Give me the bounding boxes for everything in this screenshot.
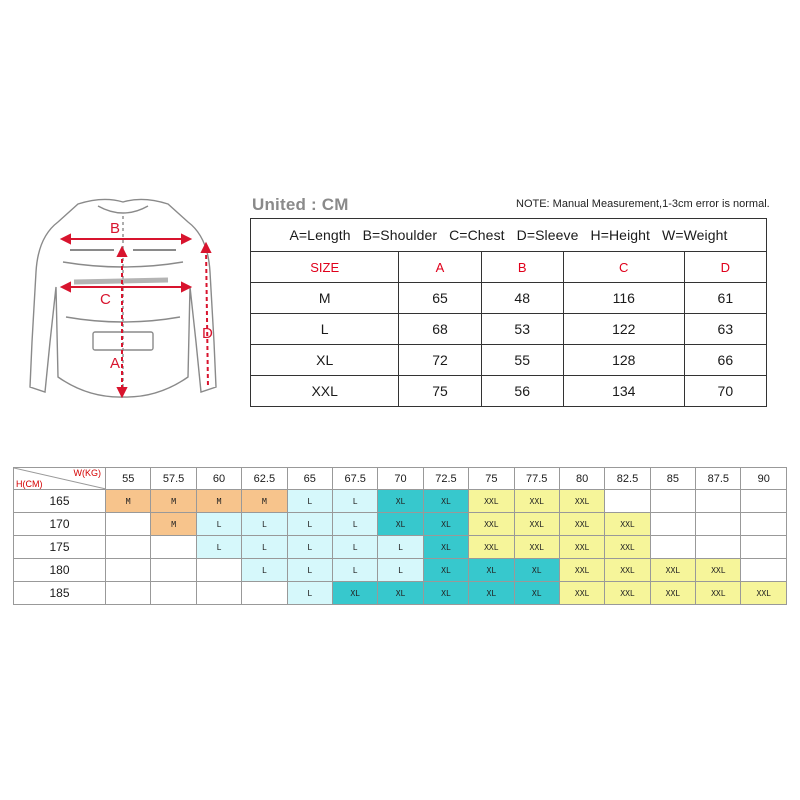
height-axis-label: H(CM) <box>16 479 43 489</box>
header-cell: SIZE <box>251 252 399 283</box>
size-cell: XL <box>514 559 559 582</box>
size-cell: XL <box>423 582 468 605</box>
weight-header-cell: 85 <box>650 468 695 490</box>
weight-header-cell: 55 <box>106 468 151 490</box>
weight-axis-label: W(KG) <box>73 468 102 478</box>
table-cell: 55 <box>481 345 563 376</box>
size-label: XL <box>251 345 399 376</box>
size-cell <box>151 559 196 582</box>
size-cell: L <box>287 536 332 559</box>
weight-header-cell: 75 <box>469 468 514 490</box>
size-cell <box>106 582 151 605</box>
size-cell: L <box>287 582 332 605</box>
weight-header-cell: 67.5 <box>332 468 377 490</box>
size-cell <box>650 490 695 513</box>
height-cell: 180 <box>14 559 106 582</box>
size-cell <box>151 582 196 605</box>
weight-header-cell: 62.5 <box>242 468 287 490</box>
size-cell <box>106 559 151 582</box>
size-cell: XL <box>378 490 423 513</box>
size-cell: L <box>287 513 332 536</box>
weight-header-cell: 77.5 <box>514 468 559 490</box>
size-cell: XXL <box>650 559 695 582</box>
corner-cell <box>14 468 106 490</box>
size-cell: XXL <box>469 490 514 513</box>
table-cell: 134 <box>563 376 684 407</box>
weight-header-cell: 80 <box>559 468 604 490</box>
size-cell <box>151 536 196 559</box>
size-cell: XL <box>514 582 559 605</box>
size-cell: XL <box>423 513 468 536</box>
size-cell: XL <box>378 513 423 536</box>
size-label: L <box>251 314 399 345</box>
height-cell: 170 <box>14 513 106 536</box>
size-cell: M <box>151 513 196 536</box>
size-cell <box>106 513 151 536</box>
table-cell: 66 <box>684 345 766 376</box>
table-cell: 72 <box>399 345 481 376</box>
size-cell: XXL <box>469 513 514 536</box>
height-row <box>14 513 787 536</box>
size-table-header <box>251 252 767 283</box>
size-cell <box>696 513 741 536</box>
height-row <box>14 490 787 513</box>
height-cell: 175 <box>14 536 106 559</box>
size-cell: XL <box>423 536 468 559</box>
size-cell: XXL <box>741 582 787 605</box>
size-cell: L <box>287 490 332 513</box>
size-cell: M <box>151 490 196 513</box>
size-cell: L <box>378 559 423 582</box>
size-cell: L <box>378 536 423 559</box>
size-cell <box>696 536 741 559</box>
weight-header-cell: 82.5 <box>605 468 650 490</box>
size-cell: XL <box>423 490 468 513</box>
height-cell: 165 <box>14 490 106 513</box>
size-cell: L <box>332 559 377 582</box>
size-cell: XXL <box>605 582 650 605</box>
table-row <box>251 345 767 376</box>
weight-header-cell: 65 <box>287 468 332 490</box>
table-row <box>251 376 767 407</box>
size-cell: XXL <box>696 582 741 605</box>
size-cell: XL <box>378 582 423 605</box>
header-cell: C <box>563 252 684 283</box>
table-cell: 48 <box>481 283 563 314</box>
table-row <box>251 314 767 345</box>
size-label: XXL <box>251 376 399 407</box>
size-cell <box>106 536 151 559</box>
height-row <box>14 582 787 605</box>
size-cell: L <box>242 559 287 582</box>
table-row <box>251 283 767 314</box>
table-cell: 56 <box>481 376 563 407</box>
size-cell <box>741 536 787 559</box>
size-cell <box>741 559 787 582</box>
weight-header-cell: 60 <box>196 468 241 490</box>
size-label: M <box>251 283 399 314</box>
size-cell: XXL <box>514 490 559 513</box>
weight-header-cell: 57.5 <box>151 468 196 490</box>
weight-header-cell: 72.5 <box>423 468 468 490</box>
weight-header-row <box>14 468 787 490</box>
size-cell: L <box>287 559 332 582</box>
size-cell <box>196 559 241 582</box>
size-cell: L <box>196 513 241 536</box>
table-cell: 61 <box>684 283 766 314</box>
label-a: A <box>110 355 121 372</box>
size-cell: M <box>196 490 241 513</box>
weight-header-cell: 87.5 <box>696 468 741 490</box>
size-cell: XXL <box>559 536 604 559</box>
label-b: B <box>110 220 121 237</box>
table-cell: 128 <box>563 345 684 376</box>
label-c: C <box>100 291 111 308</box>
weight-header-cell: 70 <box>378 468 423 490</box>
units-title: United : CM <box>252 195 349 214</box>
size-cell: XXL <box>469 536 514 559</box>
size-cell: XL <box>423 559 468 582</box>
table-cell: 75 <box>399 376 481 407</box>
measurement-note: NOTE: Manual Measurement,1-3cm error is normal. <box>516 198 770 210</box>
table-cell: 53 <box>481 314 563 345</box>
size-cell: XXL <box>514 536 559 559</box>
table-cell: 116 <box>563 283 684 314</box>
size-cell <box>696 490 741 513</box>
header-cell: B <box>481 252 563 283</box>
size-chart-table <box>13 467 787 605</box>
size-cell <box>650 536 695 559</box>
size-cell: M <box>242 490 287 513</box>
size-cell: L <box>242 513 287 536</box>
legend-text: A=Length B=Shoulder C=Chest D=Sleeve H=Height W=Weight <box>251 219 767 252</box>
size-cell: XXL <box>559 513 604 536</box>
size-table <box>250 218 767 407</box>
size-cell <box>741 490 787 513</box>
height-row <box>14 536 787 559</box>
header-cell: A <box>399 252 481 283</box>
size-cell: L <box>332 513 377 536</box>
size-cell: M <box>106 490 151 513</box>
size-cell <box>741 513 787 536</box>
size-cell <box>650 513 695 536</box>
size-cell: XXL <box>650 582 695 605</box>
height-cell: 185 <box>14 582 106 605</box>
size-cell <box>196 582 241 605</box>
header-cell: D <box>684 252 766 283</box>
size-cell: XXL <box>559 559 604 582</box>
table-cell: 70 <box>684 376 766 407</box>
weight-header-cell: 90 <box>741 468 787 490</box>
size-cell: XL <box>469 559 514 582</box>
label-d: D <box>202 325 213 342</box>
table-cell: 68 <box>399 314 481 345</box>
table-cell: 63 <box>684 314 766 345</box>
size-cell: XXL <box>605 559 650 582</box>
size-cell: XXL <box>559 582 604 605</box>
table-cell: 65 <box>399 283 481 314</box>
size-cell: L <box>332 490 377 513</box>
size-cell: XXL <box>514 513 559 536</box>
size-cell: XL <box>469 582 514 605</box>
height-row <box>14 559 787 582</box>
size-cell: XXL <box>605 513 650 536</box>
size-cell <box>605 490 650 513</box>
size-cell: XXL <box>559 490 604 513</box>
size-cell: L <box>242 536 287 559</box>
size-cell: L <box>196 536 241 559</box>
table-cell: 122 <box>563 314 684 345</box>
size-cell: XXL <box>696 559 741 582</box>
size-cell <box>242 582 287 605</box>
size-cell: L <box>332 536 377 559</box>
size-cell: XXL <box>605 536 650 559</box>
jacket-diagram <box>18 192 228 412</box>
size-cell: XL <box>332 582 377 605</box>
